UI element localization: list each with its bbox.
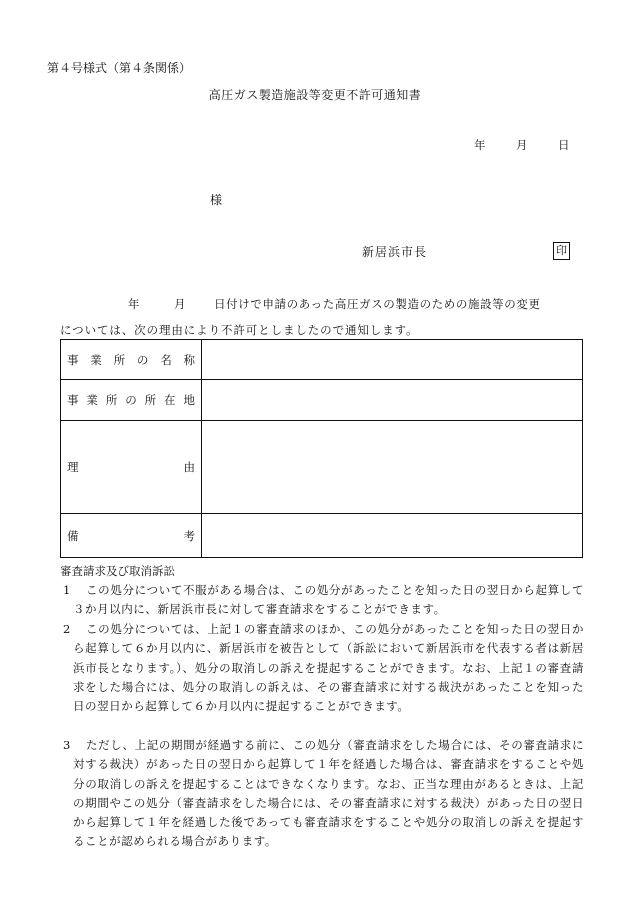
notes-title: 審査請求及び取消訴訟 — [60, 564, 175, 578]
remarks-value[interactable] — [202, 514, 583, 558]
table-row — [61, 421, 583, 514]
table-row — [61, 380, 583, 421]
note-number: 1 — [63, 583, 71, 597]
body-month-label: 月 — [174, 297, 186, 311]
table-label-text — [67, 528, 195, 544]
label-char: 事 — [67, 352, 79, 367]
issuer-name: 新居浜市長 — [362, 245, 428, 259]
label-char: 事 — [67, 393, 79, 407]
note-number: 2 — [63, 622, 71, 636]
label-char: 備 — [67, 528, 79, 543]
label-char: 所 — [113, 352, 126, 367]
label-char: 所 — [105, 393, 118, 407]
table-label-text — [67, 459, 195, 475]
label-char: 在 — [164, 393, 176, 407]
note-item — [60, 736, 584, 852]
date-year-label: 年 — [474, 138, 486, 152]
note-number: 3 — [63, 738, 71, 752]
label-char: の — [136, 352, 149, 367]
date-month-label: 月 — [516, 138, 528, 152]
body-text-line2: については、次の理由により不許可としましたので通知します。 — [60, 323, 419, 337]
table-row — [61, 514, 583, 558]
info-table — [60, 339, 583, 558]
label-char: 地 — [183, 393, 195, 407]
label-char: の — [125, 393, 137, 407]
label-char: 称 — [183, 352, 195, 367]
table-label-text — [67, 392, 195, 408]
reason-label — [61, 421, 202, 514]
note-text: この処分については、上記１の審査請求のほか、この処分があったことを知った日の翌日から起算して６か月以内に、新居浜市を被告として（訴訟において新居浜市を代表する者は新居浜市長となります。）、処分の取消しの訴えを提起することができます。なお、上記１の審査請求をした場合には、処分の取消しの訴えは、その審査請求に対する裁決があったことを知った日の翌日から起算して６か月以内に提起することができます。 — [73, 622, 584, 714]
document-title: 高圧ガス製造施設等変更不許可通知書 — [208, 88, 422, 102]
addressee-honorific: 様 — [210, 193, 223, 207]
label-char: 業 — [90, 352, 102, 367]
date-day-label: 日 — [558, 138, 570, 152]
label-char: 由 — [183, 460, 195, 474]
label-char: 考 — [183, 528, 195, 543]
body-line1-text: 日付けで申請のあった高圧ガスの製造のための施設等の変更 — [214, 297, 541, 311]
facility-name-value[interactable] — [202, 340, 583, 380]
label-char: 業 — [86, 393, 98, 407]
note-text: この処分について不服がある場合は、この処分があったことを知った日の翌日から起算して３か月以内に、新居浜市長に対して審査請求をすることができます。 — [73, 583, 584, 617]
label-char: 理 — [67, 460, 79, 474]
remarks-label — [61, 514, 202, 558]
facility-address-value[interactable] — [202, 380, 583, 421]
facility-name-label — [61, 340, 202, 380]
table-row — [61, 340, 583, 380]
seal-mark: 印 — [553, 242, 570, 260]
note-item — [60, 620, 584, 716]
table-label-text — [67, 352, 195, 368]
form-number: 第４号様式（第４条関係） — [47, 61, 192, 75]
label-char: 名 — [160, 352, 172, 367]
facility-address-label — [61, 380, 202, 421]
body-year-label: 年 — [128, 297, 140, 311]
label-char: 所 — [144, 393, 157, 407]
note-text: ただし、上記の期間が経過する前に、この処分（審査請求をした場合には、その審査請求に対する裁決）があった日の翌日から起算して１年を経過した場合は、審査請求をすることや処分の取消しの訴えを提起することはできなくなります。なお、正当な理由があるときは、上記の期間やこの処分（審査請求をした場合には、その審査請求に対する裁決）があった日の翌日から起算して１年を経過した後であっても審査請求をすることや処分の取消しの訴えを提起することが認められる場合があります。 — [73, 738, 584, 849]
note-item — [60, 581, 584, 620]
reason-value[interactable] — [202, 421, 583, 514]
